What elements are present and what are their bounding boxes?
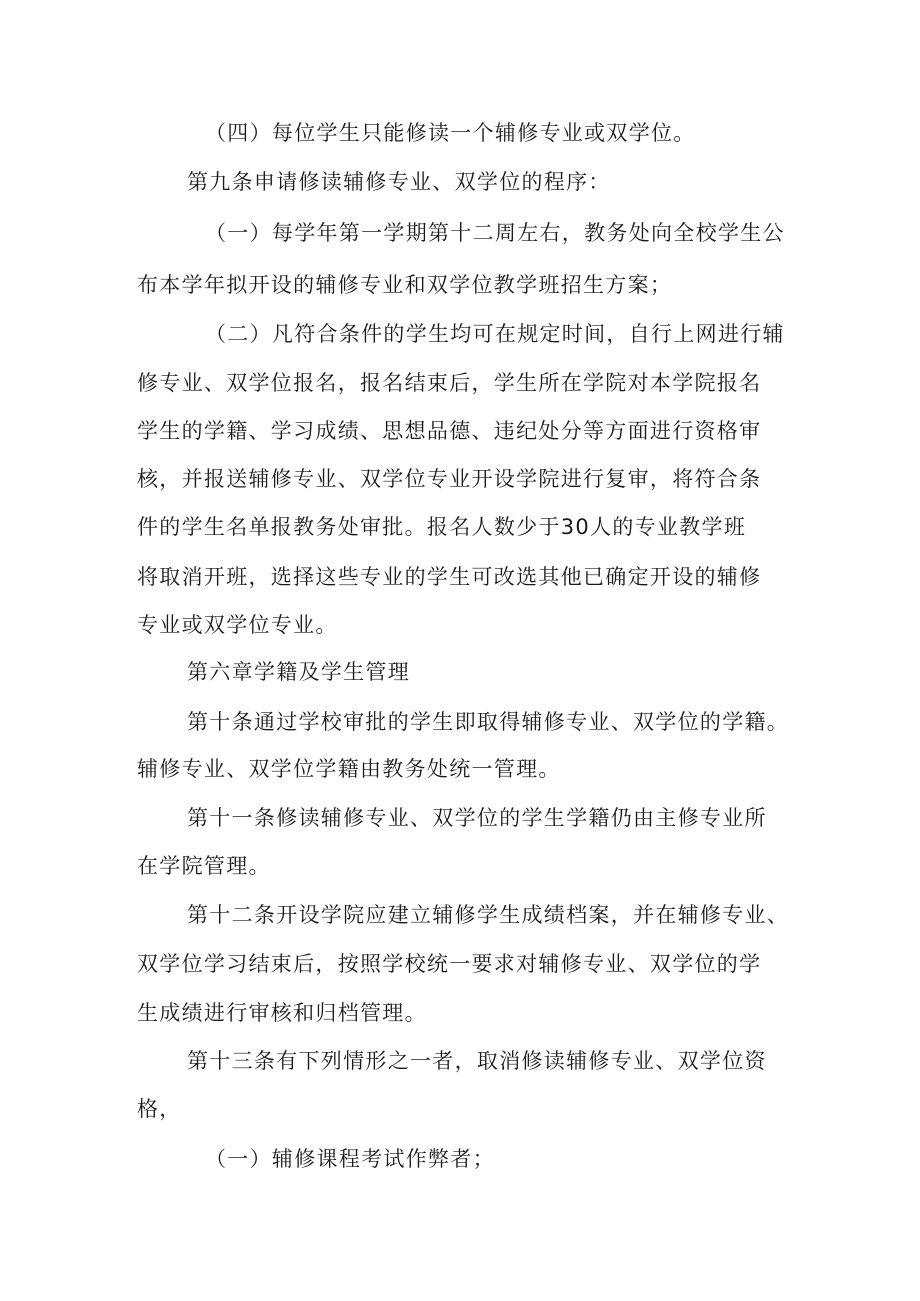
text-line: 双学位学习结束后，按照学校统一要求对辅修专业、双学位的学 — [137, 952, 762, 976]
text-line: （一）辅修课程考试作弊者； — [205, 1147, 495, 1171]
text-line: 第九条申请修读辅修专业、双学位的程序： — [187, 170, 611, 194]
text-line: 修专业、双学位报名，报名结束后，学生所在学院对本学院报名 — [137, 371, 762, 395]
text-line: 第十条通过学校审批的学生即取得辅修专业、双学位的学籍。 — [187, 710, 790, 734]
text-line: （二）凡符合条件的学生均可在规定时间，自行上网进行辅 — [205, 322, 785, 346]
text-line: 第十一条修读辅修专业、双学位的学生学籍仍由主修专业所 — [187, 806, 767, 830]
text-line: 生成绩进行审核和归档管理。 — [137, 1001, 427, 1025]
text-line: 第十二条开设学院应建立辅修学生成绩档案，并在辅修专业、 — [187, 903, 790, 927]
text-line: 辅修专业、双学位学籍由教务处统一管理。 — [137, 757, 561, 781]
text-line: 核，并报送辅修专业、双学位专业开设学院进行复审，将符合条 — [137, 467, 762, 491]
text-line: （四）每位学生只能修读一个辅修专业或双学位。 — [205, 121, 696, 145]
text-line: 学生的学籍、学习成绩、思想品德、违纪处分等方面进行资格审 — [137, 419, 762, 443]
text-line: （一）每学年第一学期第十二周左右，教务处向全校学生公 — [205, 221, 785, 245]
text-line: 将取消开班，选择这些专业的学生可改选其他已确定开设的辅修 — [137, 565, 762, 589]
text-line: 布本学年拟开设的辅修专业和双学位教学班招生方案； — [137, 273, 673, 297]
chapter-heading: 第六章学籍及学生管理 — [187, 660, 410, 684]
text-line: 第十三条有下列情形之一者，取消修读辅修专业、双学位资 — [187, 1049, 767, 1073]
text-line: 件的学生名单报教务处审批。报名人数少于30人的专业教学班 — [137, 515, 747, 539]
text-line: 在学院管理。 — [137, 854, 271, 878]
text-line: 专业或双学位专业。 — [137, 613, 338, 637]
text-line: 格， — [137, 1097, 182, 1121]
